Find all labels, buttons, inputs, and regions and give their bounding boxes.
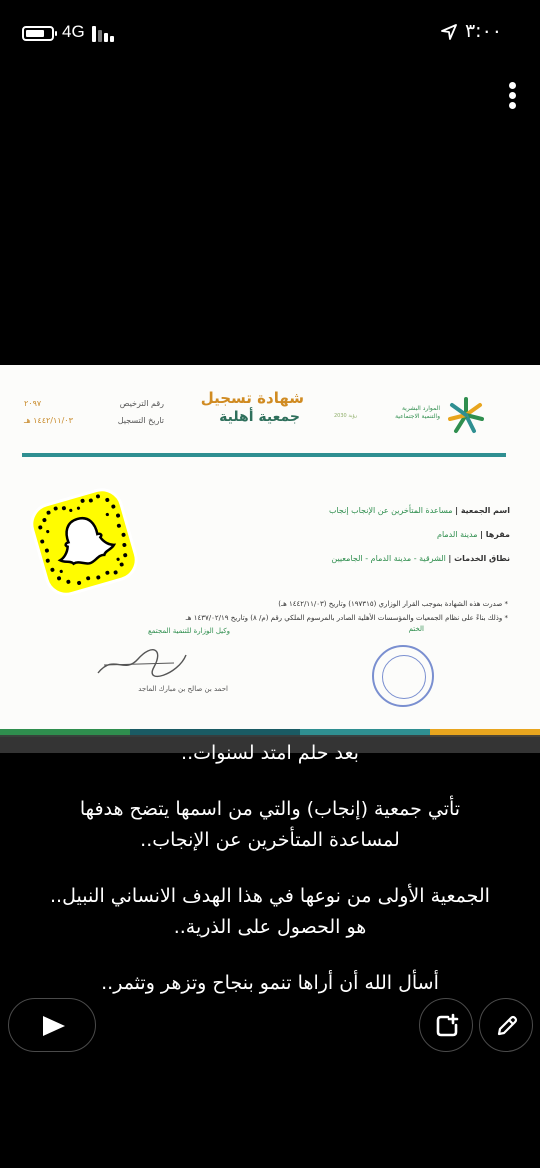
basis-text: * وذلك بناءً على نظام الجمعيات والمؤسسات الأهلية الصادر بالمرسوم الملكي رقم (م/ ٨) وتاريخ ١٤٣٧/٠٢/١٩ هـ	[185, 614, 508, 622]
caption-line: تأتي جمعية (إنجاب) والتي من اسمها يتضح هدفها	[79, 798, 461, 820]
certificate-divider	[22, 453, 506, 457]
field-headquarters: مقرها | مدينة الدمام	[437, 530, 510, 539]
official-seal	[372, 645, 434, 707]
certificate-meta	[24, 395, 164, 429]
caption-gap	[20, 769, 520, 794]
caption-line: أسأل الله أن أراها تنمو بنجاح وتزهر وتثمر..	[101, 972, 439, 994]
signal-icon	[92, 26, 122, 42]
certificate-title: شهادة تسجيل	[200, 389, 304, 407]
vision-logo: رؤية 2030	[334, 413, 358, 419]
signer-name: احمد بن صالح بن مبارك الماجد	[138, 685, 228, 693]
registration-date-label: تاريخ التسجيل	[117, 416, 164, 425]
caption-gap	[20, 943, 520, 968]
status-bar	[0, 0, 540, 66]
license-label: رقم الترخيص	[119, 399, 164, 408]
add-to-story-button[interactable]	[419, 998, 473, 1052]
network-type: 4G	[62, 22, 85, 41]
caption-line: هو الحصول على الذرية..	[173, 916, 367, 938]
caption-line: لمساعدة المتأخرين عن الإنجاب..	[140, 829, 400, 851]
ministry-name: الموارد البشرية والتنمية الاجتماعية	[395, 405, 440, 420]
story-caption	[20, 738, 520, 999]
caption-line: الجمعية الأولى من نوعها في هذا الهدف الانساني النبيل..	[50, 885, 490, 907]
certificate-fields	[180, 499, 510, 571]
clock: ٣:٠٠	[464, 20, 502, 42]
field-service-scope: نطاق الخدمات | الشرقية - مدينة الدمام - الجامعيين	[331, 554, 510, 563]
play-icon	[43, 1016, 65, 1036]
signature	[94, 645, 190, 681]
caption-line: بعد حلم امتد لسنوات..	[181, 742, 359, 764]
issued-text: * صدرت هذه الشهادة بموجب القرار الوزاري (١٩٧٣١٥) وتاريخ (١٤٤٢/١١/٠٣ هـ)	[278, 600, 508, 608]
field-association-name: اسم الجمعية | مساعدة المتأخرين عن الإنجاب إنجاب	[328, 506, 510, 515]
send-button[interactable]	[8, 998, 96, 1052]
seal-label: الختم	[408, 625, 424, 633]
snapcode-sticker[interactable]	[28, 486, 140, 598]
location-arrow-icon	[441, 24, 457, 40]
certificate-subtitle: جمعية أهلية	[219, 409, 300, 425]
edit-button[interactable]	[479, 998, 533, 1052]
more-options-icon[interactable]	[502, 80, 522, 112]
battery-icon	[22, 26, 54, 41]
add-to-story-icon	[434, 1013, 460, 1039]
pencil-icon	[494, 1013, 520, 1039]
ministry-logo-icon	[446, 395, 486, 435]
license-value: ٢٠٩٧	[24, 399, 42, 408]
battery-tip	[55, 31, 57, 36]
caption-gap	[20, 856, 520, 881]
registration-date-value: ١٤٤٢/١١/٠٣ هـ	[24, 416, 73, 425]
agent-title: وكيل الوزارة للتنمية المجتمع	[148, 627, 230, 635]
